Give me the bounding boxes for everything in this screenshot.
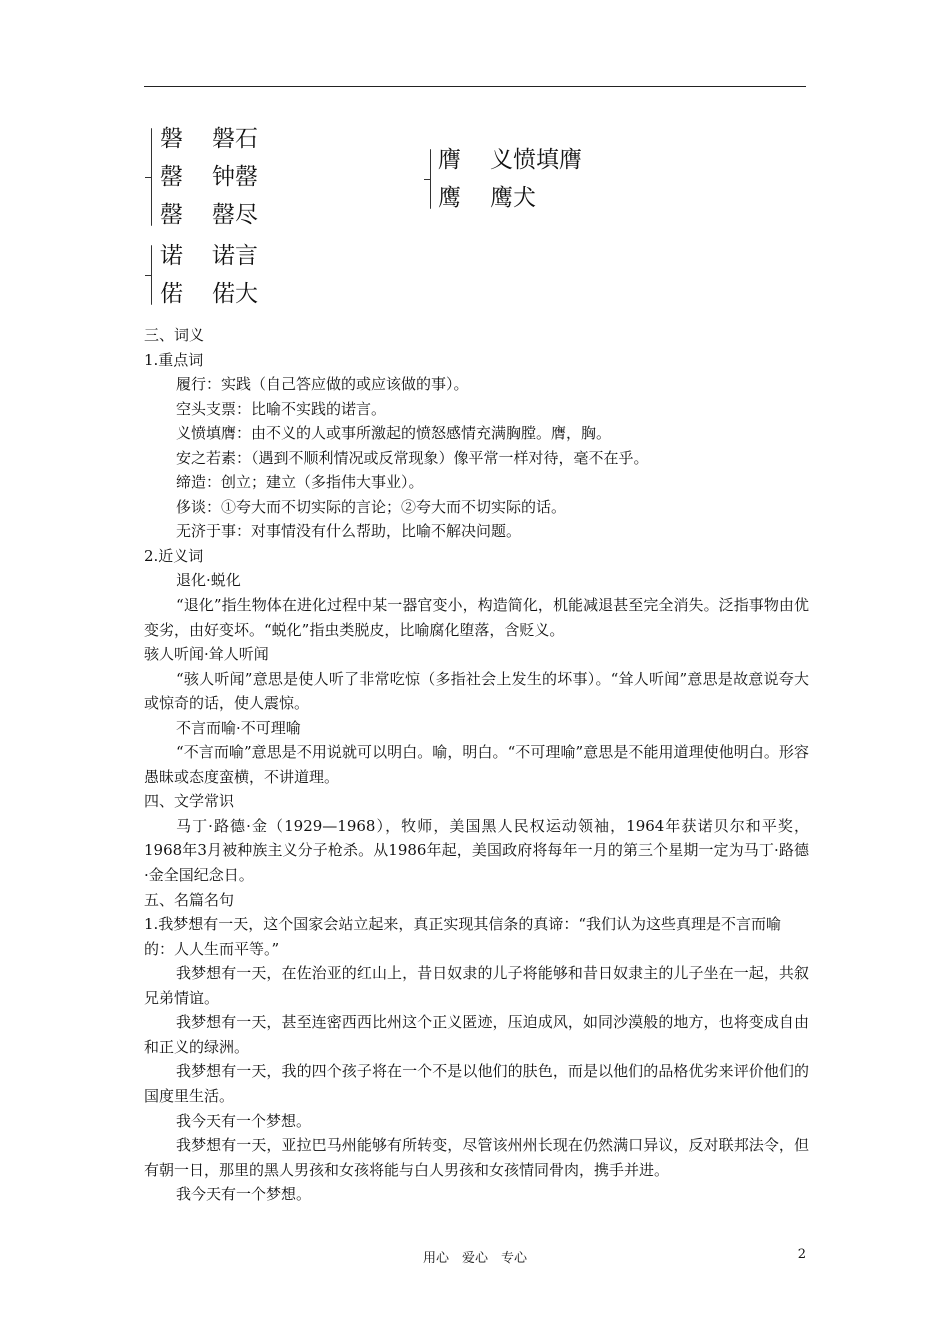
- text-line: “退化”指生物体在进化过程中某一器官变小，构造简化，机能减退甚至完全消失。泛指事物由优变劣，由好变坏。“蜕化”指虫类脱皮，比喻腐化堕落，含贬义。: [144, 596, 809, 639]
- text-line: 五、名篇名句: [144, 890, 235, 909]
- char: 罄: [160, 164, 183, 190]
- text-line: 履行：实践（自己答应做的或应该做的事）。: [176, 375, 469, 394]
- text-line: 四、文学常识: [144, 792, 235, 811]
- text-line: 骇人听闻·耸人听闻: [144, 645, 269, 664]
- text-line: 我梦想有一天，亚拉巴马州能够有所转变，尽管该州州长现在仍然满口异议，反对联邦法令，但有朝一日，那里的黑人男孩和女孩将能与白人男孩和女孩情同骨肉，携手并进。: [144, 1136, 809, 1179]
- page-number: 2: [797, 1247, 806, 1262]
- char-row: [160, 120, 258, 158]
- text-line: 1.我梦想有一天，这个国家会站立起来，真正实现其信条的真谛：“我们认为这些真理是不言而喻的：人人生而平等。”: [144, 915, 781, 958]
- document-body: [144, 323, 809, 1207]
- text-line: 义愤填膺：由不义的人或事所激起的愤怒感情充满胸膛。膺，胸。: [176, 424, 612, 443]
- char-row: [438, 179, 582, 217]
- text-line: 三、词义: [144, 326, 205, 344]
- brace-ying: [430, 149, 431, 209]
- text-line: “不言而喻”意思是不用说就可以明白。喻，明白。“不可理喻”意思是不能用道理使他明白。形容愚昧或态度蛮横，不讲道理。: [144, 743, 809, 786]
- char: 偌: [160, 281, 183, 307]
- text-line: 1.重点词: [144, 350, 204, 369]
- text-line: 我梦想有一天，在佐治亚的红山上，昔日奴隶的儿子将能够和昔日奴隶主的儿子坐在一起，共叙兄弟情谊。: [144, 964, 809, 1007]
- char: 罄: [160, 202, 183, 228]
- text-line: 我今天有一个梦想。: [176, 1111, 312, 1130]
- footer-motto: 用心 爱心 专心: [422, 1251, 527, 1266]
- char-group-nuo: [160, 237, 258, 313]
- example-word: 偌大: [212, 281, 258, 307]
- brace-nuo: [151, 245, 152, 305]
- brace-qing: [151, 128, 152, 226]
- text-line: 空头支票：比喻不实践的诺言。: [176, 399, 387, 418]
- text-line: 我今天有一个梦想。: [176, 1185, 312, 1204]
- char-group-qing: [160, 120, 258, 234]
- text-line: 我梦想有一天，我的四个孩子将在一个不是以他们的肤色，而是以他们的品格优劣来评价他们的国度里生活。: [144, 1062, 809, 1105]
- char: 诺: [160, 243, 183, 269]
- example-word: 诺言: [212, 243, 258, 269]
- example-word: 义愤填膺: [490, 147, 582, 173]
- text-line: 不言而喻·不可理喻: [176, 718, 301, 737]
- text-line: 侈谈：①夸大而不切实际的言论；②夸大而不切实际的话。: [176, 497, 567, 516]
- text-line: 缔造：创立；建立（多指伟大事业）。: [176, 473, 424, 492]
- example-word: 鹰犬: [490, 185, 536, 211]
- char-row: [438, 141, 582, 179]
- text-line: 无济于事：对事情没有什么帮助，比喻不解决问题。: [176, 522, 522, 541]
- example-word: 钟罄: [212, 164, 258, 190]
- char: 磐: [160, 126, 183, 152]
- example-word: 罄尽: [212, 202, 258, 228]
- char: 鹰: [438, 185, 461, 211]
- text-line: “骇人听闻”意思是使人听了非常吃惊（多指社会上发生的坏事）。“耸人听闻”意思是故意说夸大或惊奇的话，使人震惊。: [144, 669, 809, 713]
- char-row: [160, 237, 258, 275]
- char-group-ying: [438, 141, 582, 217]
- text-line: 退化·蜕化: [176, 571, 241, 590]
- text-line: 马丁·路德·金（1929—1968），牧师，美国黑人民权运动领袖，1964年获诺贝尔和平奖，1968年3月被种族主义分子枪杀。从1986年起，美国政府将每年一月的第三个星期一定为马丁·路德·金全国纪念日。: [144, 816, 809, 885]
- text-line: 安之若素：（遇到不顺利情况或反常现象）像平常一样对待，毫不在乎。: [176, 448, 649, 467]
- text-line: 2.近义词: [144, 546, 204, 565]
- char: 膺: [438, 147, 461, 173]
- char-row: [160, 158, 258, 196]
- char-row: [160, 196, 258, 234]
- header-rule: [144, 86, 806, 87]
- text-line: 我梦想有一天，甚至连密西西比州这个正义匿迹，压迫成风，如同沙漠般的地方，也将变成自由和正义的绿洲。: [144, 1013, 809, 1056]
- example-word: 磐石: [212, 126, 258, 152]
- char-row: [160, 275, 258, 313]
